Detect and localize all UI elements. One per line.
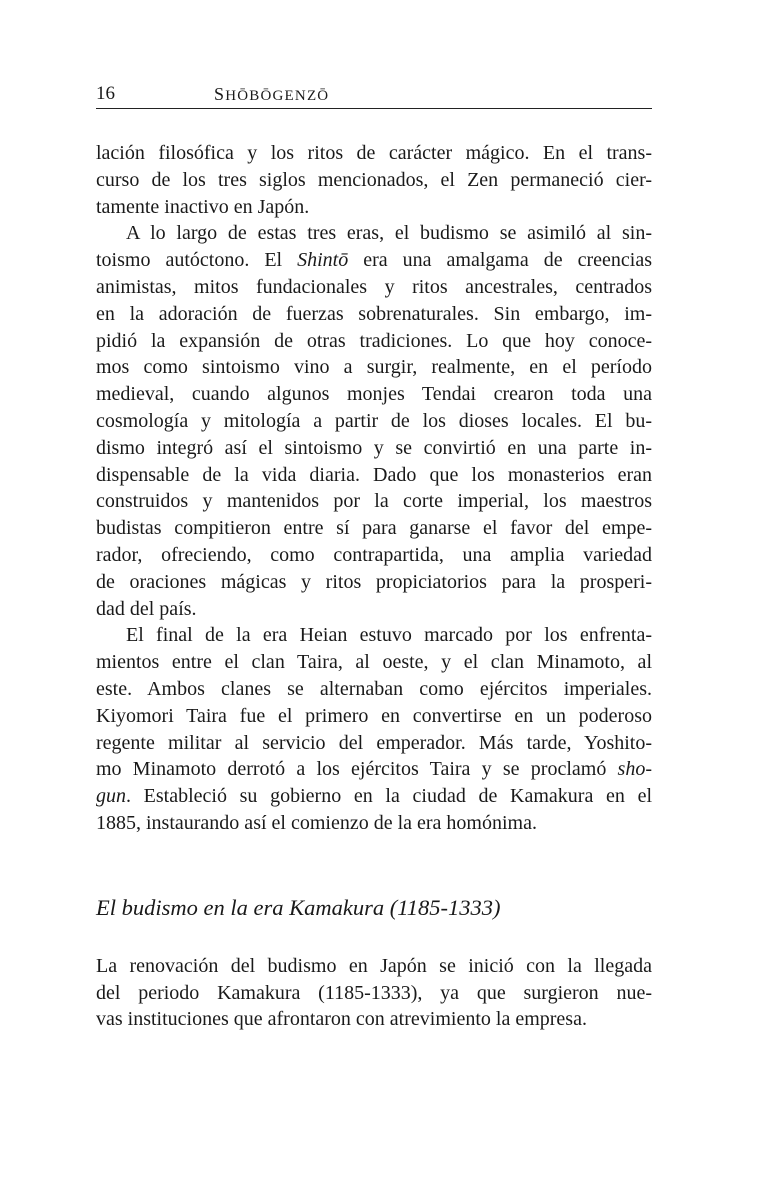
text-line: animistas, mitos fundacionales y ritos ancestrales, centrados <box>96 275 652 298</box>
text-line: construidos y mantenidos por la corte imperial, los maestros <box>96 490 652 513</box>
running-title: SHŌBŌGENZŌ <box>214 84 330 104</box>
text-line: A lo largo de estas tres eras, el budismo se asimiló al sin- <box>126 222 652 245</box>
text-line: dad del país. <box>96 597 197 620</box>
text-line: medieval, cuando algunos monjes Tendai crearon toda una <box>96 383 652 406</box>
text-line: mientos entre el clan Taira, al oeste, y el clan Minamoto, al <box>96 651 652 674</box>
text-line: en la adoración de fuerzas sobrenaturales. Sin embargo, im- <box>96 302 652 325</box>
text-line: La renovación del budismo en Japón se inició con la llegada <box>96 954 652 977</box>
text-line: vas instituciones que afrontaron con atrevimiento la empresa. <box>96 1008 587 1031</box>
page-body <box>96 140 652 1033</box>
paragraph <box>96 140 652 220</box>
text-line: mos como sintoismo vino a surgir, realmente, en el período <box>96 356 652 379</box>
text-line: toismo autóctono. El Shintō era una amalgama de creencias <box>96 249 652 272</box>
text-line: curso de los tres siglos mencionados, el Zen permaneció cier- <box>96 168 652 191</box>
text-line: regente militar al servicio del emperador. Más tarde, Yoshito- <box>96 731 652 754</box>
paragraph <box>96 953 652 1033</box>
text-line: dismo integró así el sintoismo y se convirtió en una parte in- <box>96 436 652 459</box>
body-paragraphs <box>96 140 652 837</box>
closing-paragraph <box>96 953 652 1033</box>
text-line: gun. Estableció su gobierno en la ciudad de Kamakura en el <box>96 785 652 808</box>
text-line: dispensable de la vida diaria. Dado que los monasterios eran <box>96 463 652 486</box>
text-line: del periodo Kamakura (1185-1333), ya que surgieron nue- <box>96 981 652 1004</box>
text-line: El final de la era Heian estuvo marcado por los enfrenta- <box>126 624 652 647</box>
page-number: 16 <box>96 83 115 104</box>
running-header <box>96 80 652 109</box>
paragraph <box>96 622 652 836</box>
text-line: mo Minamoto derrotó a los ejércitos Taira y se proclamó sho- <box>96 758 652 781</box>
paragraph <box>96 220 652 622</box>
text-line: de oraciones mágicas y ritos propiciatorios para la prosperi- <box>96 570 652 593</box>
text-line: este. Ambos clanes se alternaban como ejércitos imperiales. <box>96 677 652 700</box>
section-heading: El budismo en la era Kamakura (1185-1333) <box>96 894 501 920</box>
text-line: 1885, instaurando así el comienzo de la era homónima. <box>96 811 537 834</box>
text-line: budistas compitieron entre sí para ganarse el favor del empe- <box>96 517 652 540</box>
text-line: tamente inactivo en Japón. <box>96 195 310 218</box>
text-line: rador, ofreciendo, como contrapartida, una amplia variedad <box>96 543 652 566</box>
text-line: Kiyomori Taira fue el primero en convertirse en un poderoso <box>96 704 652 727</box>
text-line: pidió la expansión de otras tradiciones. Lo que hoy conoce- <box>96 329 652 352</box>
text-line: cosmología y mitología a partir de los dioses locales. El bu- <box>96 409 652 432</box>
text-line: lación filosófica y los ritos de carácter mágico. En el trans- <box>96 142 652 164</box>
